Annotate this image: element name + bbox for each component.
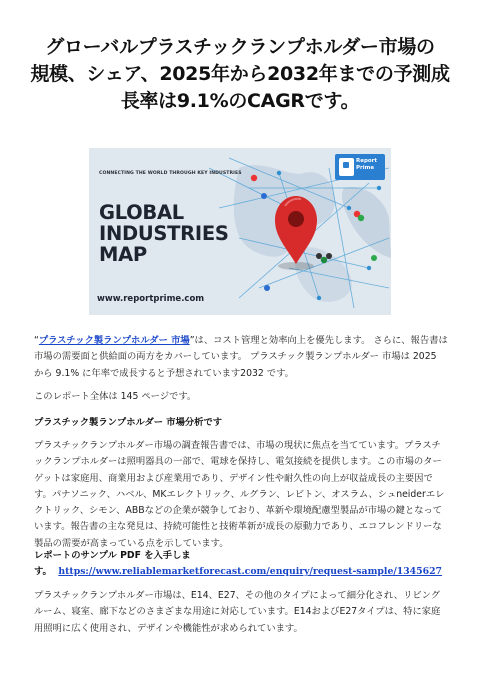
- banner-headline-line: INDUSTRIES: [99, 222, 229, 245]
- intro-paragraph: [34, 333, 448, 382]
- page-count-text: このレポート全体は 145 ページです。: [34, 391, 197, 402]
- banner-headline-line: MAP: [99, 243, 147, 266]
- sample-url-link[interactable]: https://www.reliablemarketforecast.com/enquiry/request-sample/1345627: [58, 566, 443, 578]
- banner-url: www.reportprime.com: [97, 294, 205, 304]
- document-title: グローバルプラスチックランプホルダー市場の 規模、シェア、2025年から2032年までの予測成 長率は9.1%のCAGRです。: [30, 36, 450, 112]
- intro-text: ”は、コスト管理と効率向上を優先します。 さらに、報告書は市場の需要面と供給面の両方をカバーしています。 プラスチック製ランプホルダー 市場は 2025 から 9.1% に年率で成長すると予想されています2032 です。: [34, 335, 448, 379]
- brand-line: Report: [356, 158, 378, 164]
- market-link[interactable]: プラスチック製ランプホルダー 市場: [38, 335, 190, 346]
- analysis-heading: プラスチック製ランプホルダー 市場分析です: [34, 417, 223, 428]
- analysis-paragraph: プラスチックランプホルダー市場の調査報告書では、市場の現状に焦点を当てています。プラスチックランプホルダーは照明器具の一部で、電球を保持し、電気接続を提供します。この市場のターゲットは家庭用、商業用および産業用であり、デザイン性や耐久性の向上が収益成長の主要因です。パナソニック、ハベル、MKエレクトリック、ルグラン、レビトン、オスラム、シュneiderエレクトリック、シモン、ABBなどの企業が競争しており、革新や環境配慮型製品が市場の鍵となっています。報告書の主な発見は、持続可能性と技術革新が成長の原動力であり、エコフレンドリーな製品の需要が高まっている点を示しています。: [34, 440, 445, 549]
- brand-name: [356, 158, 384, 172]
- banner-tagline: CONNECTING THE WORLD THROUGH KEY INDUSTRIES: [99, 171, 242, 176]
- segments-paragraph: プラスチックランプホルダー市場は、E14、E27、その他のタイプによって細分化され、リビングルーム、寝室、廊下などのさまざまな用途に対応しています。E14およびE27タイプは、特に家庭用照明に広く使用され、デザインや機能性が求められています。: [34, 590, 441, 634]
- sample-heading-line2: す。 https://www.reliablemarketforecast.com/enquiry/request-sample/1345627: [34, 566, 443, 578]
- banner-headline-line: GLOBAL: [99, 201, 184, 224]
- report-prime-logo: [335, 154, 385, 180]
- sample-heading-line: レポートのサンプル PDF を入手しま: [34, 550, 191, 561]
- sample-request: [34, 548, 448, 581]
- report-banner-image: [89, 148, 391, 315]
- brand-line: Prime: [356, 165, 375, 171]
- quote-open: “: [34, 335, 39, 346]
- report-prime-logo-icon: [339, 158, 354, 176]
- banner-headline: [99, 202, 239, 265]
